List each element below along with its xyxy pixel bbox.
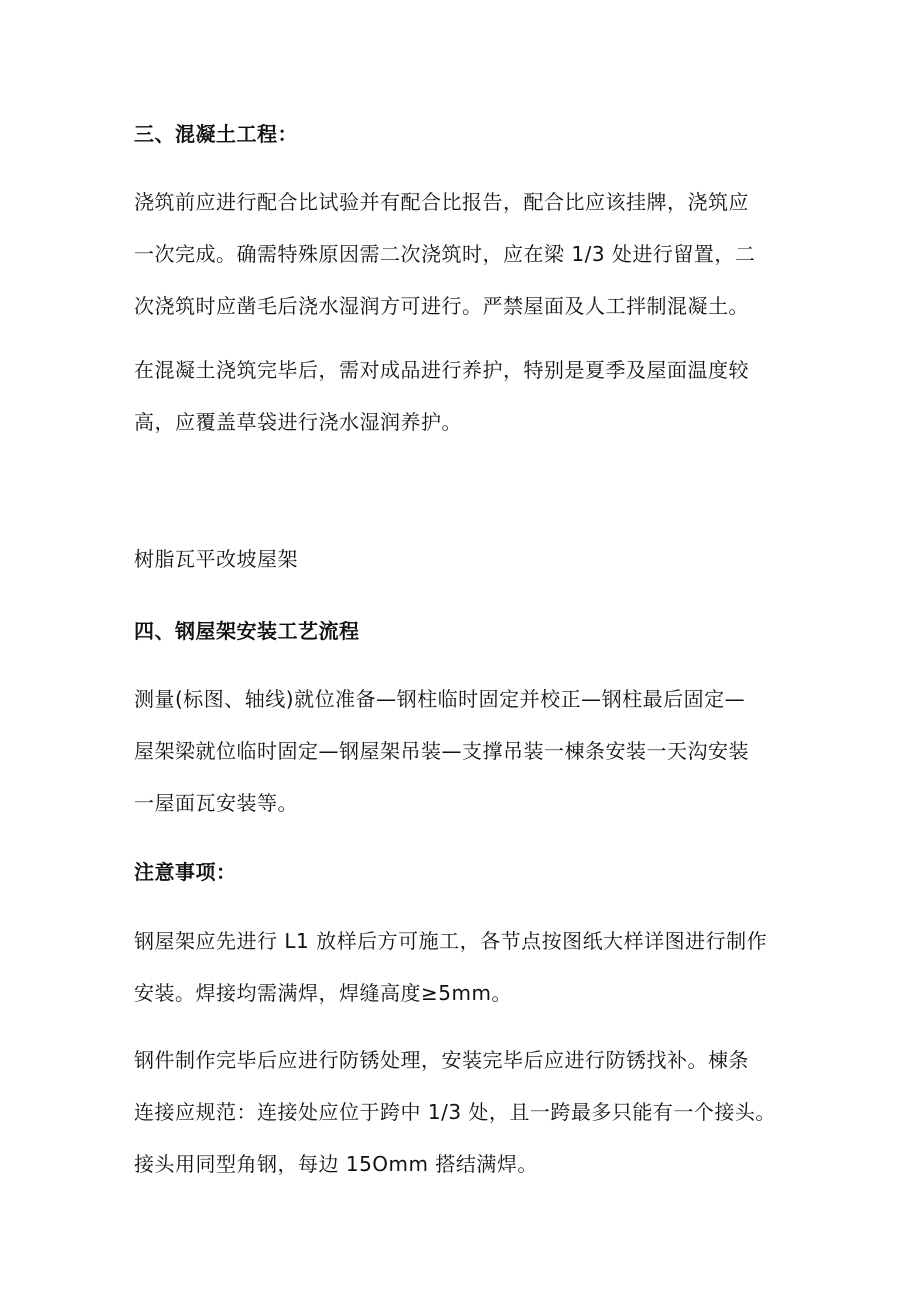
text-line: 测量(标图、轴线)就位准备—钢柱临时固定并校正—钢柱最后固定—: [134, 687, 746, 711]
concrete-paragraph-2: [134, 344, 794, 448]
steel-process-paragraph: [134, 673, 794, 829]
notes-heading: 注意事项：: [134, 860, 237, 884]
text-line: 高，应覆盖草袋进行浇水湿润养护。: [134, 410, 462, 434]
section-heading-concrete: 三、混凝土工程：: [134, 122, 298, 146]
concrete-paragraph-1: [134, 176, 794, 332]
text-line: 次浇筑时应凿毛后浇水湿润方可进行。严禁屋面及人工拌制混凝土。: [134, 294, 749, 318]
notes-paragraph-2: [134, 1034, 794, 1190]
text-line: 在混凝土浇筑完毕后，需对成品进行养护，特别是夏季及屋面温度较: [134, 358, 749, 382]
text-line: 屋架梁就位临时固定—钢屋架吊装—支撑吊装一棟条安装一天沟安装: [134, 739, 749, 763]
text-line: 钢屋架应先进行 L1 放样后方可施工，各节点按图纸大样详图进行制作: [134, 929, 768, 953]
roof-subtitle: 树脂瓦平改坡屋架: [134, 547, 298, 571]
text-line: 接头用同型角钢，每边 15Omm 搭结满焊。: [134, 1152, 538, 1176]
text-line: 一屋面瓦安装等。: [134, 791, 298, 815]
text-line: 钢件制作完毕后应进行防锈处理，安装完毕后应进行防锈找补。棟条: [134, 1048, 749, 1072]
text-line: 浇筑前应进行配合比试验并有配合比报告，配合比应该挂牌，浇筑应: [134, 190, 749, 214]
notes-paragraph-1: [134, 915, 794, 1019]
text-line: 连接应规范：连接处应位于跨中 1/3 处，且一跨最多只能有一个接头。: [134, 1100, 776, 1124]
text-line: 一次完成。确需特殊原因需二次浇筑时，应在梁 1/3 处进行留置，二: [134, 242, 756, 266]
section-heading-steel: 四、钢屋架安装工艺流程: [134, 619, 360, 643]
text-line: 安装。焊接均需满焊，焊缝高度≥5mm。: [134, 981, 512, 1005]
